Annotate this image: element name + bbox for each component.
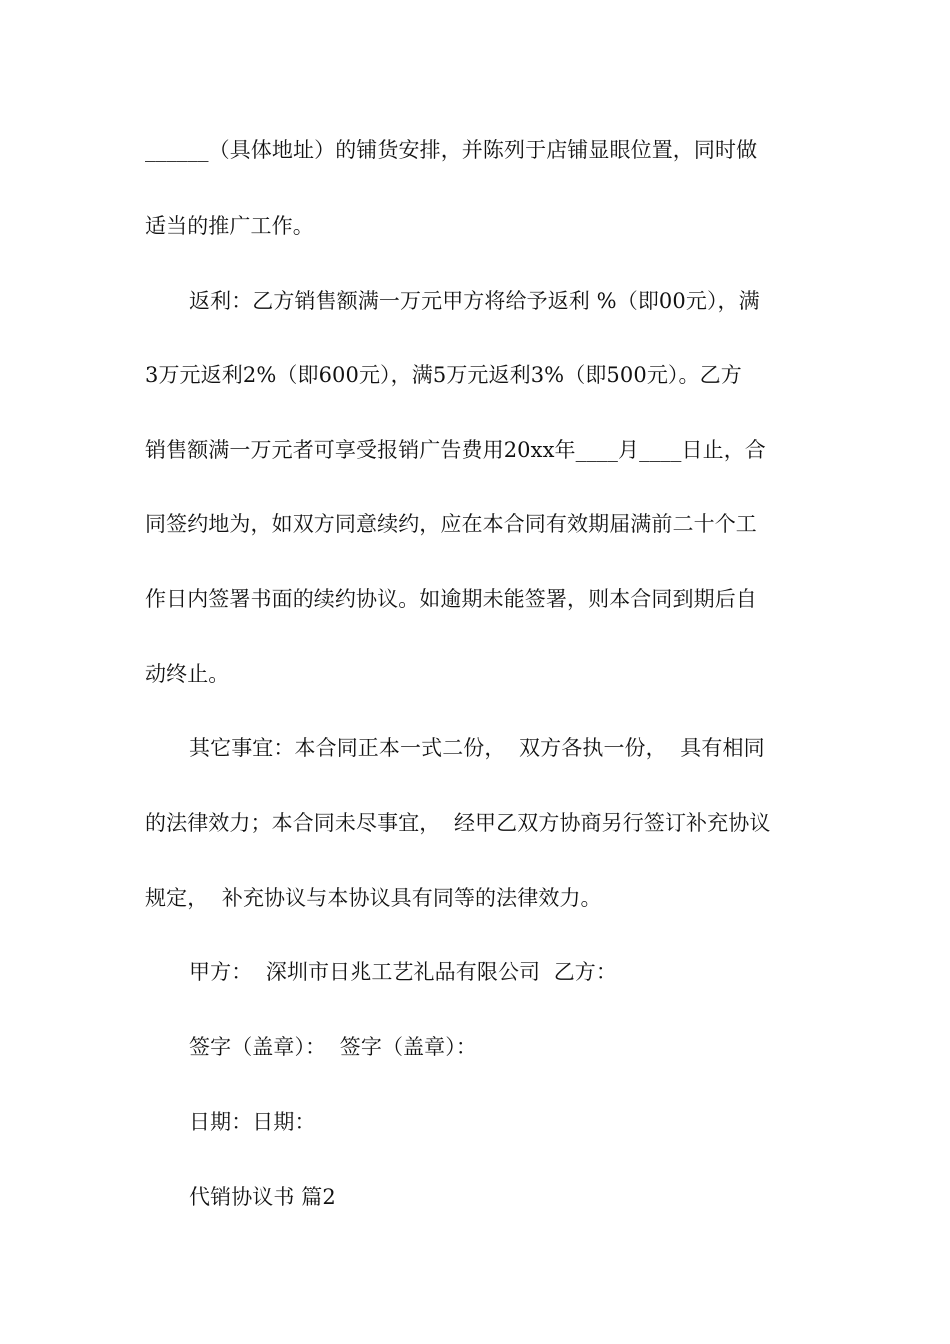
supplement-agreement-line: 规定， 补充协议与本协议具有同等的法律效力。	[145, 886, 602, 910]
signature-line: 签字（盖章）： 签字（盖章）：	[189, 1035, 477, 1059]
address-arrangement-line: ______（具体地址）的铺货安排，并陈列于店铺显眼位置，同时做	[145, 138, 758, 162]
termination-line: 动终止。	[145, 662, 230, 686]
rebate-line: 返利：乙方销售额满一万元甲方将给予返利 %（即00元），满	[189, 289, 760, 313]
other-matters-line: 其它事宜：本合同正本一式二份， 双方各执一份， 具有相同	[189, 736, 765, 760]
advertising-expense-line: 销售额满一万元者可享受报销广告费用20xx年____月____日止，合	[145, 438, 766, 462]
promotion-line: 适当的推广工作。	[145, 214, 314, 238]
renewal-agreement-line: 作日内签署书面的续约协议。如逾期未能签署，则本合同到期后自	[145, 587, 757, 611]
rebate-details-line: 3万元返利2%（即600元），满5万元返利3%（即500元）。乙方	[145, 363, 742, 387]
parties-line: 甲方： 深圳市日兆工艺礼品有限公司 乙方：	[189, 960, 617, 984]
section-title: 代销协议书 篇2	[189, 1185, 336, 1209]
legal-effect-line: 的法律效力；本合同未尽事宜， 经甲乙双方协商另行签订补充协议	[145, 811, 771, 835]
renewal-line: 同签约地为，如双方同意续约，应在本合同有效期届满前二十个工	[145, 512, 757, 536]
date-line: 日期：日期：	[189, 1110, 316, 1134]
